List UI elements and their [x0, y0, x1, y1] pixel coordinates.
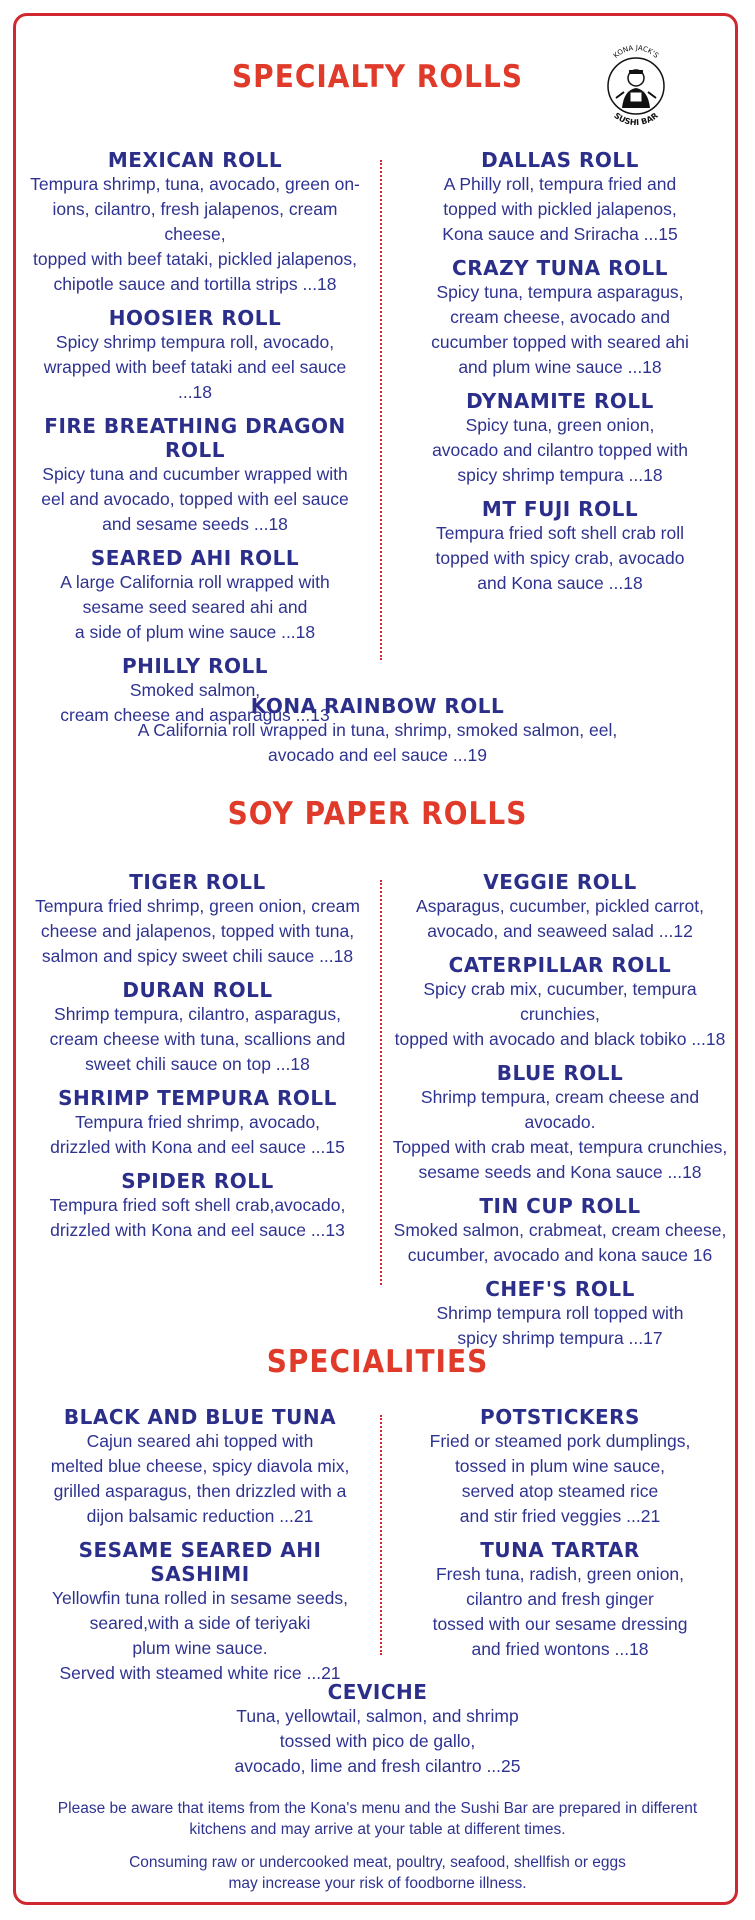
menu-item — [30, 306, 360, 405]
specialty-right-column — [395, 148, 725, 605]
item-description: Tempura fried soft shell crab,avocado, drizzled with Kona and eel sauce ...13 — [49, 1195, 346, 1240]
item-description: Shrimp tempura, cilantro, asparagus, cream cheese with tuna, scallions and sweet chili sauce on top ...18 — [49, 1004, 346, 1074]
item-description: Tempura fried shrimp, green onion, cream cheese and jalapenos, topped with tuna, salmon and spicy sweet chili sauce ...18 — [35, 896, 360, 966]
item-description: Asparagus, cucumber, pickled carrot, avocado, and seaweed salad ...12 — [416, 896, 704, 941]
item-name: SESAME SEARED AHI SASHIMI — [78, 1538, 322, 1586]
soy-right-column — [385, 870, 735, 1360]
svg-text:SUSHI BAR: SUSHI BAR — [612, 110, 660, 128]
menu-item — [30, 148, 360, 297]
specialities-left-column — [35, 1405, 365, 1695]
item-name: CRAZY TUNA ROLL — [452, 256, 668, 280]
item-description: Cajun seared ahi topped with melted blue cheese, spicy diavola mix, grilled asparagus, then drizzled with a dijon balsamic reduction ...21 — [50, 1431, 350, 1526]
specialities-right-column — [395, 1405, 725, 1671]
menu-item — [385, 870, 735, 944]
column-divider — [380, 160, 382, 660]
item-description: Tempura fried soft shell crab roll topped with spicy crab, avocado and Kona sauce ...18 — [435, 523, 685, 593]
specialty-center-item — [60, 694, 695, 768]
item-name: SPIDER ROLL — [121, 1169, 274, 1193]
item-name: TUNA TARTAR — [480, 1538, 640, 1562]
menu-item — [385, 1061, 735, 1185]
raw-food-warning: Consuming raw or undercooked meat, poultry, seafood, shellfish or eggs may increase your risk of foodborne illness. — [129, 1854, 626, 1892]
menu-item — [395, 1538, 725, 1662]
menu-item — [25, 870, 370, 969]
item-description: Fresh tuna, radish, green onion, cilantro and fresh ginger tossed with our sesame dressing and fried wontons ...18 — [432, 1564, 688, 1659]
item-description: Spicy tuna and cucumber wrapped with eel and avocado, topped with eel sauce and sesame seeds ...18 — [41, 464, 349, 534]
item-description: Tempura fried shrimp, avocado, drizzled with Kona and eel sauce ...15 — [50, 1112, 345, 1157]
menu-item — [25, 1169, 370, 1243]
item-description: Fried or steamed pork dumplings, tossed in plum wine sauce, served atop steamed rice and stir fried veggies ...21 — [429, 1431, 691, 1526]
menu-item — [35, 1538, 365, 1686]
item-name: CATERPILLAR ROLL — [448, 953, 672, 977]
item-description: Smoked salmon, cream cheese and asparagus ...13 — [60, 680, 330, 725]
soy-left-column — [25, 870, 370, 1252]
item-description: A California roll wrapped in tuna, shrimp, smoked salmon, eel, avocado and eel sauce ...19 — [137, 720, 618, 765]
item-name: FIRE BREATHING DRAGON ROLL — [44, 414, 346, 462]
item-description: Spicy tuna, green onion, avocado and cilantro topped with spicy shrimp tempura ...18 — [432, 415, 688, 485]
menu-item — [395, 148, 725, 247]
item-description: Spicy tuna, tempura asparagus, cream cheese, avocado and cucumber topped with seared ahi and plum wine sauce ...18 — [431, 282, 689, 377]
item-name: SEARED AHI ROLL — [90, 546, 300, 570]
column-divider — [380, 880, 382, 1285]
item-description: Spicy shrimp tempura roll, avocado, wrapped with beef tataki and eel sauce ...18 — [43, 332, 347, 402]
item-name: DALLAS ROLL — [481, 148, 639, 172]
item-description: Tuna, yellowtail, salmon, and shrimp tossed with pico de gallo, avocado, lime and fresh cilantro ...25 — [234, 1706, 521, 1776]
item-description: Shrimp tempura, cream cheese and avocado. Topped with crab meat, tempura crunchies, sesame seeds and Kona sauce ...18 — [392, 1087, 728, 1182]
item-name: CHEF'S ROLL — [485, 1277, 635, 1301]
kitchen-notice: Please be aware that items from the Kona's menu and the Sushi Bar are prepared in different kitchens and may arrive at your table at different times. — [57, 1800, 698, 1838]
item-name: BLACK AND BLUE TUNA — [63, 1405, 337, 1429]
item-name: HOOSIER ROLL — [108, 306, 282, 330]
item-description: Tempura shrimp, tuna, avocado, green on- ions, cilantro, fresh jalapenos, cream cheese, topped with beef tataki, pickled jalapenos, chipotle sauce and tortilla strips ...18 — [30, 174, 360, 294]
section-title-soy-paper-rolls: SOY PAPER ROLLS — [227, 795, 528, 832]
column-divider — [380, 1415, 382, 1655]
item-name: MT FUJI ROLL — [481, 497, 639, 521]
item-description: Shrimp tempura roll topped with spicy shrimp tempura ...17 — [436, 1303, 684, 1348]
svg-text:KONA JACK'S: KONA JACK'S — [611, 43, 661, 60]
item-name: MEXICAN ROLL — [107, 148, 283, 172]
menu-item — [25, 978, 370, 1077]
item-description: Smoked salmon, crabmeat, cream cheese, cucumber, avocado and kona sauce 16 — [393, 1220, 727, 1265]
menu-item — [25, 1086, 370, 1160]
menu-item — [385, 1277, 735, 1351]
menu-item — [395, 497, 725, 596]
menu-item — [395, 389, 725, 488]
item-name: SHRIMP TEMPURA ROLL — [58, 1086, 337, 1110]
menu-item — [385, 953, 735, 1052]
menu-item — [30, 546, 360, 645]
specialities-center-item — [60, 1680, 695, 1779]
menu-item — [35, 1405, 365, 1529]
item-name: PHILLY ROLL — [121, 654, 269, 678]
menu-item — [395, 256, 725, 380]
specialty-left-column — [30, 148, 360, 737]
item-name: DYNAMITE ROLL — [466, 389, 654, 413]
item-name: TIN CUP ROLL — [479, 1194, 641, 1218]
item-name: KONA RAINBOW ROLL — [250, 694, 505, 718]
item-name: BLUE ROLL — [496, 1061, 624, 1085]
section-title-specialty-rolls: SPECIALTY ROLLS — [232, 58, 523, 95]
item-name: DURAN ROLL — [122, 978, 273, 1002]
section-title-specialities: SPECIALITIES — [266, 1343, 489, 1380]
menu-item — [395, 1405, 725, 1529]
item-name: TIGER ROLL — [129, 870, 266, 894]
menu-item — [385, 1194, 735, 1268]
item-name: VEGGIE ROLL — [483, 870, 637, 894]
item-name: POTSTICKERS — [480, 1405, 640, 1429]
item-description: A large California roll wrapped with sesame seed seared ahi and a side of plum wine sauce ...18 — [60, 572, 330, 642]
item-name: CEVICHE — [327, 1680, 428, 1704]
item-description: Spicy crab mix, cucumber, tempura crunchies, topped with avocado and black tobiko ...18 — [394, 979, 726, 1049]
item-description: Yellowfin tuna rolled in sesame seeds, seared,with a side of teriyaki plum wine sauce. Served with steamed white rice ...21 — [51, 1588, 349, 1683]
menu-item — [30, 414, 360, 537]
item-description: A Philly roll, tempura fried and topped with pickled jalapenos, Kona sauce and Sriracha ...15 — [442, 174, 678, 244]
